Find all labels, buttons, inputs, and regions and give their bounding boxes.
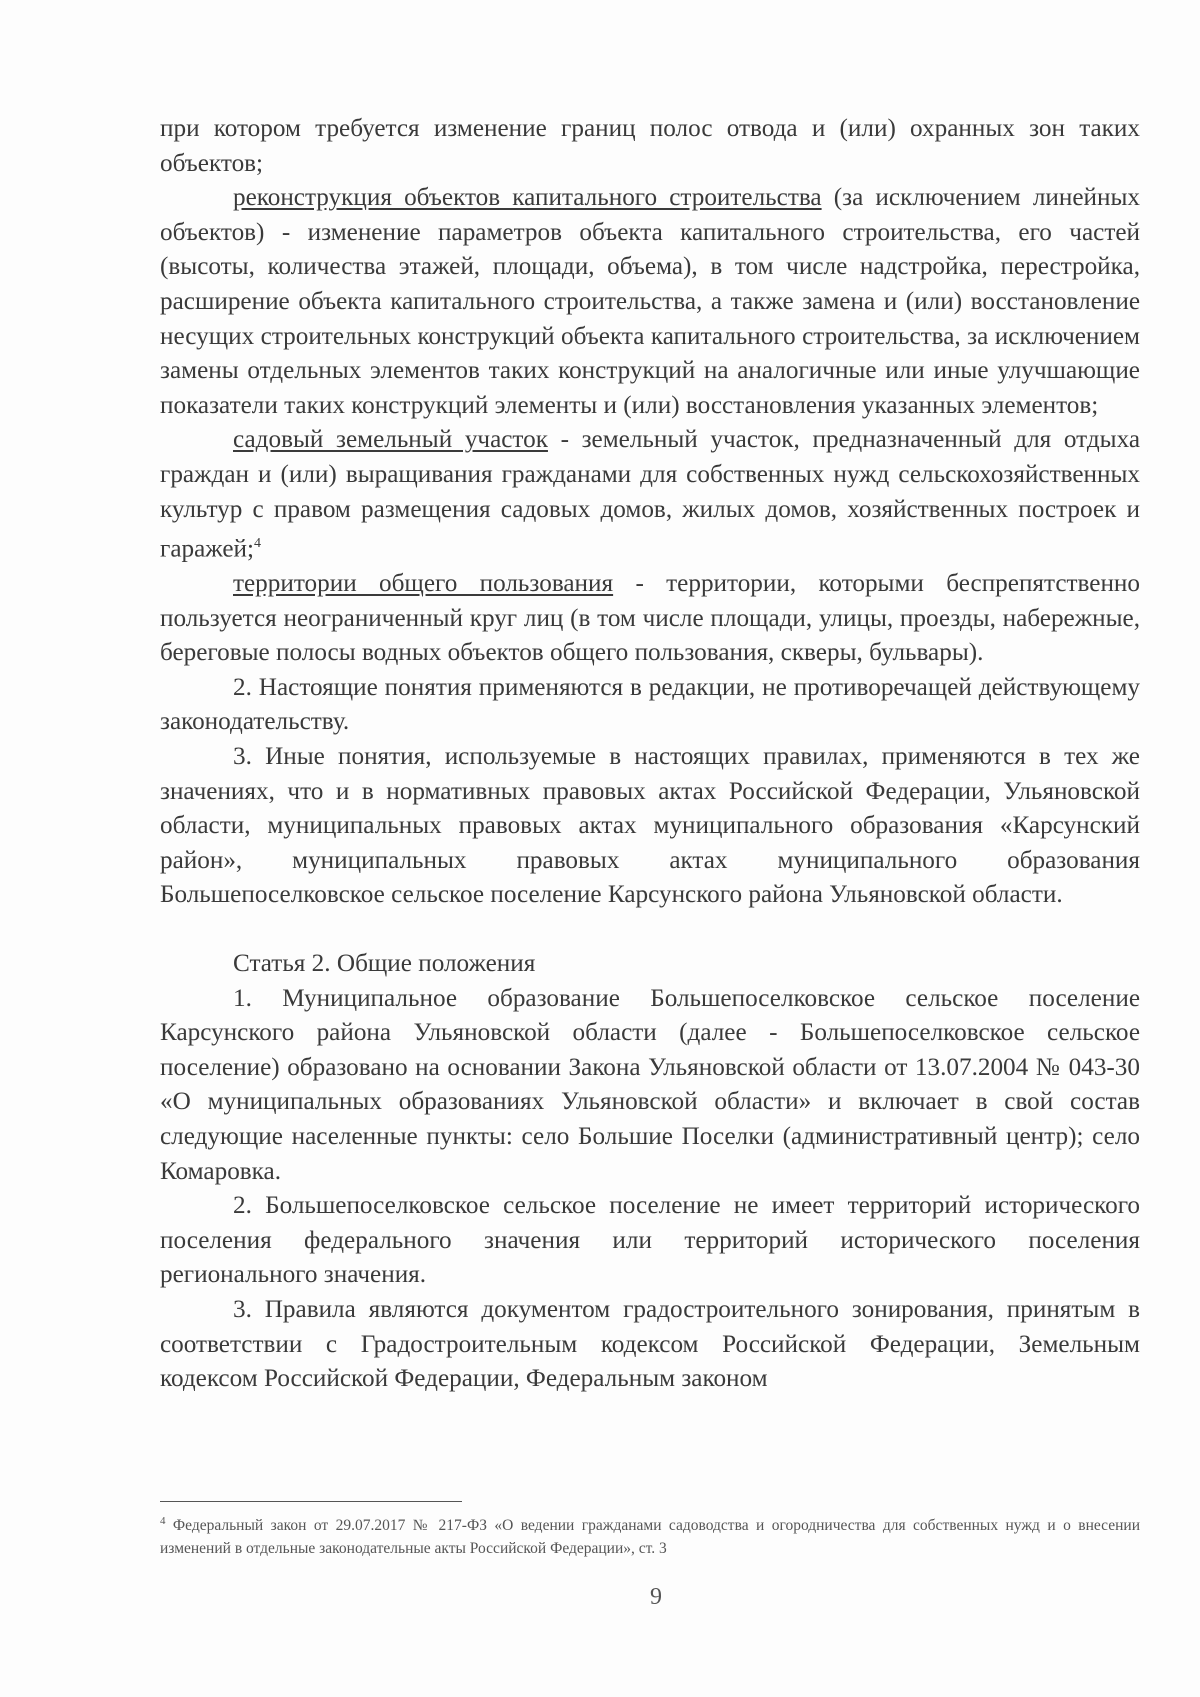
definition-public-territories [160,567,1140,671]
defined-term: реконструкция объектов капитального строительства [233,184,822,212]
footnote [160,1510,1140,1560]
section-spacer [160,913,1140,947]
definition-text: - территории, которыми беспрепятственно пользуется неограниченный круг лиц (в том числе площади, улицы, проезды, набережные, береговые полосы водных объектов общего пользования, скверы, бульвары). [160,570,1140,667]
page-number: 9 [650,1584,662,1610]
footnote-marker: 4 [160,1515,166,1527]
article2-clause-2: 2. Большепоселковское сельское поселение не имеет территорий исторического поселения федерального значения или территорий исторического поселения регионального значения. [160,1192,1140,1289]
definition-text: (за исключением линейных объектов) - изменение параметров объекта капитального строительства, его частей (высоты, количества этажей, площади, объема), в том числе надстройка, перестройка, расширение объекта капитального строительства, а также замена и (или) восстановление несущих строительных конструкций объекта капитального строительства, за исключением замены отдельных элементов таких конструкций на аналогичные или иные улучшающие показатели таких конструкций элементы и (или) восстановления указанных элементов; [160,184,1140,419]
defined-term: садовый земельный участок [233,426,548,454]
footnote-separator [160,1501,462,1502]
article2-clause-1: 1. Муниципальное образование Большепоселковское сельское поселение Карсунского района Ульяновской области (далее - Большепоселковское сельское поселение) образовано на основании Закона Ульяновской области от 13.07.2004 № 043-30 «О муниципальных образованиях Ульяновской области» и включает в свой состав следующие населенные пункты: село Большие Поселки (административный центр); село Комаровка. [160,984,1140,1185]
definition-reconstruction [160,181,1140,423]
paragraph-clause-3: 3. Иные понятия, используемые в настоящих правилах, применяются в тех же значениях, что и в нормативных правовых актах Российской Федерации, Ульяновской области, муниципальных правовых актах муниципального образования «Карсунский район», муниципальных правовых актах муниципального образования Большепоселковское сельское поселение Карсунского района Ульяновской области. [160,743,1140,909]
article2-clause-3: 3. Правила являются документом градостроительного зонирования, принятым в соответствии с Градостроительным кодексом Российской Федерации, Земельным кодексом Российской Федерации, Федеральным законом [160,1295,1140,1393]
document-body [160,112,1140,1397]
footnote-text: Федеральный закон от 29.07.2017 № 217-ФЗ «О ведении гражданами садоводства и огородничества для собственных нужд и о внесении изменений в отдельные законодательные акты Российской Федерации», ст. 3 [160,1517,1140,1557]
paragraph-clause-2: 2. Настоящие понятия применяются в редакции, не противоречащей действующему законодательству. [160,673,1140,736]
footnote-reference: 4 [254,536,262,552]
definition-garden-plot [160,423,1140,567]
paragraph-continuation: при котором требуется изменение границ полос отвода и (или) охранных зон таких объектов; [160,115,1140,177]
definition-text: - земельный участок, предназначенный для отдыха граждан и (или) выращивания гражданами для собственных нужд сельскохозяйственных культур с правом размещения садовых домов, жилых домов, хозяйственных построек и гаражей; [160,426,1141,563]
defined-term: территории общего пользования [233,570,614,598]
article-heading: Статья 2. Общие положения [233,950,536,978]
